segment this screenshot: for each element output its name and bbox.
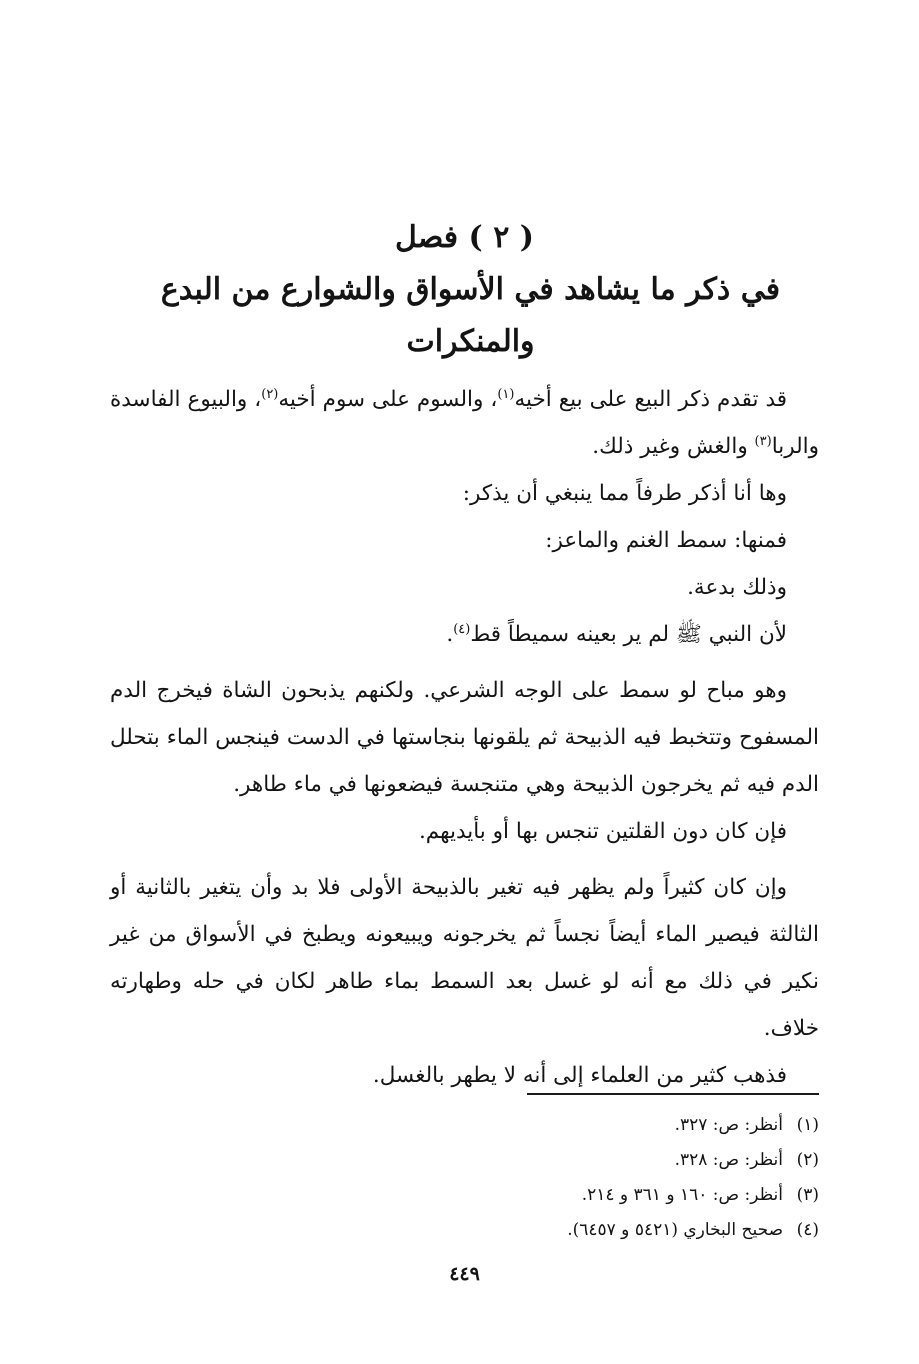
footnote-2 [110,1143,819,1178]
footnote-text: صحيح البخاري (٥٤٢١ و ٦٤٥٧). [567,1220,783,1240]
footnote-ref-2: (٢) [261,386,279,402]
paragraph-1 [110,376,819,470]
text-segment: ، والسوم على سوم أخيه [278,387,498,412]
text-segment: ، والبيوع الفاسدة والربا [110,387,819,459]
chapter-title: في ذكر ما يشاهد في الأسواق والشوارع من البدع والمنكرات [160,272,781,359]
footnote-ref-4: (٤) [453,621,471,637]
paragraph-8: وإن كان كثيراً ولم يظهر فيه تغير بالذبيحة الأولى فلا بد وأن يتغير بالثانية أو الثالثة فيصير الماء أيضاً نجساً ثم يخرجونه ويبيعونه ويطبخ في الأسواق من غير نكير في ذلك مع أنه لو غسل بعد السمط بماء طاهر لكان في حله وطهارته خلاف. [110,875,819,1041]
text-segment: . [446,622,454,647]
footnote-3 [110,1178,819,1213]
text-segment: لأن النبي ﷺ لم ير بعينه سميطاً قط [470,622,787,647]
text-segment: والغش وغير ذلك. [592,434,755,459]
footnote-divider [527,1093,819,1095]
chapter-heading [110,212,819,368]
paragraph-3: فمنها: سمط الغنم والماعز: [545,528,787,553]
paragraph-7: فإن كان دون القلتين تنجس بها أو بأيديهم. [418,819,787,844]
footnote-number: (١) [796,1115,819,1135]
text-segment: قد تقدم ذكر البيع على بيع أخيه [514,387,788,412]
footnote-text: أنظر: ص: ٣٢٨. [674,1150,783,1170]
footnote-text: أنظر: ص: ١٦٠ و ٣٦١ و ٢١٤. [581,1185,783,1205]
paragraph-9: فذهب كثير من العلماء إلى أنه لا يطهر بالغسل. [372,1063,787,1088]
footnote-ref-3: (٣) [754,433,772,449]
chapter-number: ( ٢ ) فصل [395,220,534,255]
footnotes [110,1108,819,1248]
footnote-1 [110,1108,819,1143]
footnote-number: (٤) [796,1220,819,1240]
footnote-number: (٣) [796,1185,819,1205]
footnote-ref-1: (١) [497,386,515,402]
book-page [110,0,819,1364]
paragraph-2: وها أنا أذكر طرفاً مما ينبغي أن يذكر: [462,481,787,506]
body-text [110,376,819,1099]
footnote-text: أنظر: ص: ٣٢٧. [674,1115,783,1135]
footnote-4 [110,1213,819,1248]
footnote-number: (٢) [796,1150,819,1170]
page-number: ٤٤٩ [449,1263,480,1285]
paragraph-4: وذلك بدعة. [687,575,787,600]
paragraph-5 [110,611,819,658]
paragraph-6: وهو مباح لو سمط على الوجه الشرعي. ولكنهم يذبحون الشاة فيخرج الدم المسفوح وتتخبط فيه الذبيحة ثم يلقونها بنجاستها في الدست فينجس الماء بتحلل الدم فيه ثم يخرجون الذبيحة وهي متنجسة فيضعونها في ماء طاهر. [110,678,819,797]
